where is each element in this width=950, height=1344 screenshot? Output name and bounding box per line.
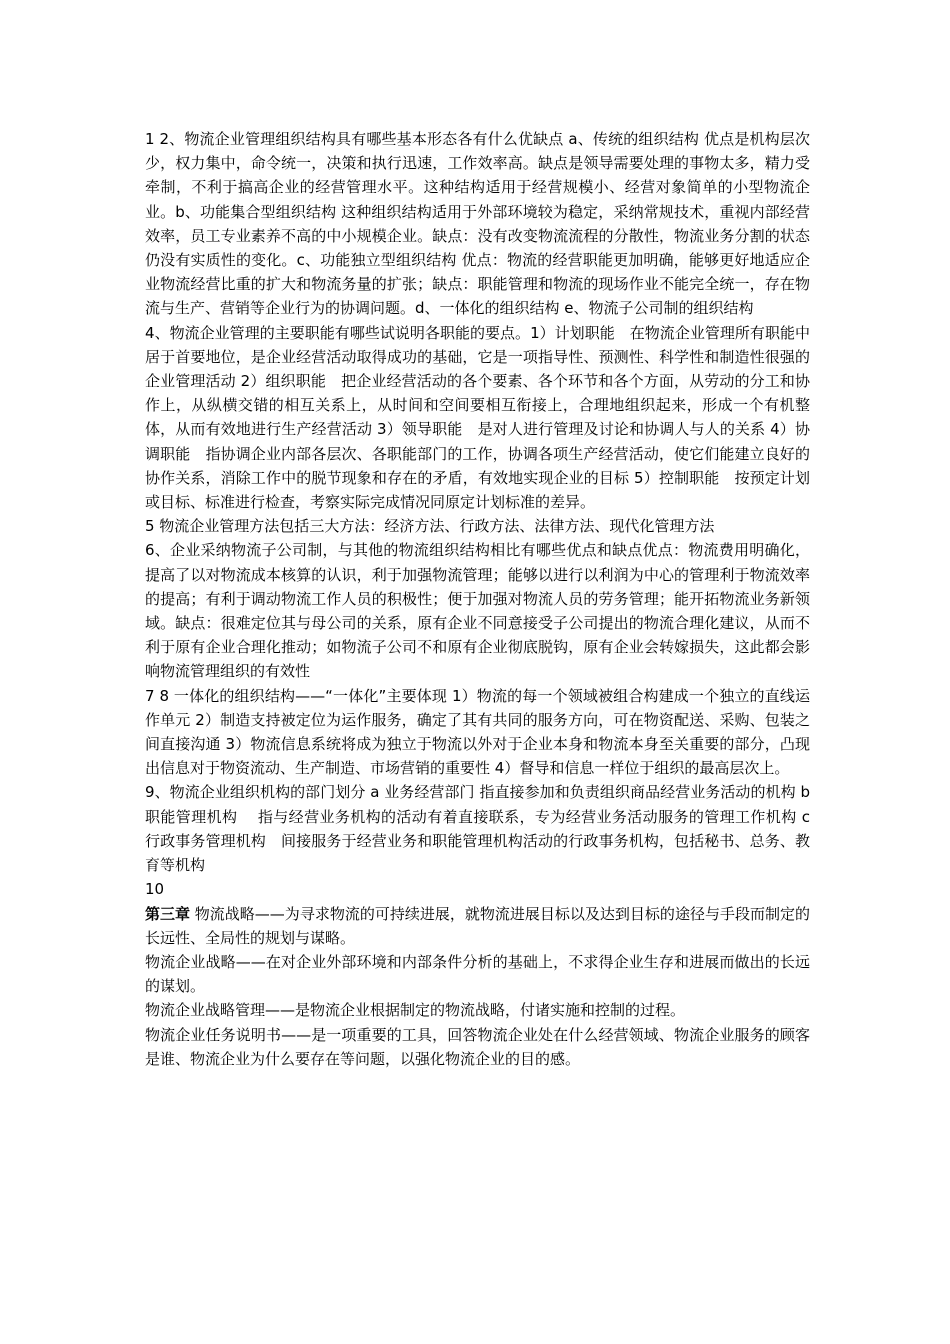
paragraph-number-ten: 10: [145, 880, 165, 899]
paragraph-subsidiary-pros-cons: 6、企业采纳物流子公司制，与其他的物流组织结构相比有哪些优点和缺点优点：物流费用明确化，提高了以对物流成本核算的认识，利于加强物流管理；能够以进行以利润为中心的管理利于物流效率的提高；有利于调动物流工作人员的积极性；便于加强对物流人员的劳务管理；能开拓物流业务新领域。缺点：很难定位其与母公司的关系，原有企业不同意接受子公司提出的物流合理化建议，从而不利于原有企业合理化推动；如物流子公司不和原有企业彻底脱钩，原有企业会转嫁损失，这此都会影响物流管理组织的有效性: [145, 541, 810, 681]
paragraph-department-division: 9、物流企业组织机构的部门划分 a 业务经营部门 指直接参加和负责组织商品经营业务活动的机构 b 职能管理机构 指与经营业务机构的活动有着直接联系，专为经营业务活动服务的管理工作机构 c 行政事务管理机构 间接服务于经营业务和职能管理机构活动的行政事务机构，包括秘书、总务、教育等机构: [145, 783, 810, 875]
chapter-three-text: 物流战略——为寻求物流的可持续进展，就物流进展目标以及达到目标的途径与手段而制定的长远性、全局性的规划与谋略。: [145, 904, 810, 947]
paragraph-chapter-three: [145, 902, 810, 950]
paragraph-management-functions: 4、物流企业管理的主要职能有哪些试说明各职能的要点。1）计划职能 在物流企业管理所有职能中居于首要地位，是企业经营活动取得成功的基础，它是一项指导性、预测性、科学性和制造性很强的企业管理活动 2）组织职能 把企业经营活动的各个要素、各个环节和各个方面，从劳动的分工和协作上，从纵横交错的相互关系上，从时间和空间要相互衔接上，合理地组织起来，形成一个有机整体，从而有效地进行生产经营活动 3）领导职能 是对人进行管理及讨论和协调人与人的关系 4）协调职能 指协调企业内部各层次、各职能部门的工作，协调各项生产经营活动，使它们能建立良好的协作关系，消除工作中的脱节现象和存在的矛盾，有效地实现企业的目标 5）控制职能 按预定计划或目标、标准进行检查，考察实际完成情况同原定计划标准的差异。: [145, 323, 810, 512]
paragraph-mission-statement: 物流企业任务说明书——是一项重要的工具，回答物流企业处在什么经营领域、物流企业服务的顾客是谁、物流企业为什么要存在等问题，以强化物流企业的目的感。: [145, 1025, 810, 1068]
paragraph-integrated-structure: 7 8 一体化的组织结构——“一体化”主要体现 1）物流的每一个领域被组合构建成一个独立的直线运作单元 2）制造支持被定位为运作服务，确定了其有共同的服务方向，可在物资配送、采购、包装之间直接沟通 3）物流信息系统将成为独立于物流以外对于企业本身和物流本身至关重要的部分，凸现出信息对于物资流动、生产制造、市场营销的重要性 4）督导和信息一样位于组织的最高层次上。: [145, 686, 810, 778]
paragraph-enterprise-strategy: 物流企业战略——在对企业外部环境和内部条件分析的基础上，不求得企业生存和进展而做出的长远的谋划。: [145, 952, 810, 996]
paragraph-strategy-management: 物流企业战略管理——是物流企业根据制定的物流战略，付诸实施和控制的过程。: [145, 1001, 686, 1020]
paragraph-org-structure-forms: 1 2、物流企业管理组织结构具有哪些基本形态各有什么优缺点 a、传统的组织结构 优点是机构层次少，权力集中，命令统一，决策和执行迅速，工作效率高。缺点是领导需要处理的事物太多，精力受牵制，不利于搞高企业的经营管理水平。这种结构适用于经营规模小、经营对象简单的小型物流企业。b、功能集合型组织结构 这种组织结构适用于外部环境较为稳定，采纳常规技术，重视内部经营效率，员工专业素养不高的中小规模企业。缺点：没有改变物流流程的分散性，物流业务分割的状态仍没有实质性的变化。c、功能独立型组织结构 优点：物流的经营职能更加明确，能够更好地适应企业物流经营比重的扩大和物流务量的扩张；缺点：职能管理和物流的现场作业不能完全统一，存在物流与生产、营销等企业行为的协调问题。d、一体化的组织结构 e、物流子公司制的组织结构: [145, 130, 810, 318]
paragraph-management-methods: 5 物流企业管理方法包括三大方法：经济方法、行政方法、法律方法、现代化管理方法: [145, 517, 715, 536]
chapter-heading: 第三章: [145, 904, 191, 923]
document-body: [145, 127, 810, 1071]
